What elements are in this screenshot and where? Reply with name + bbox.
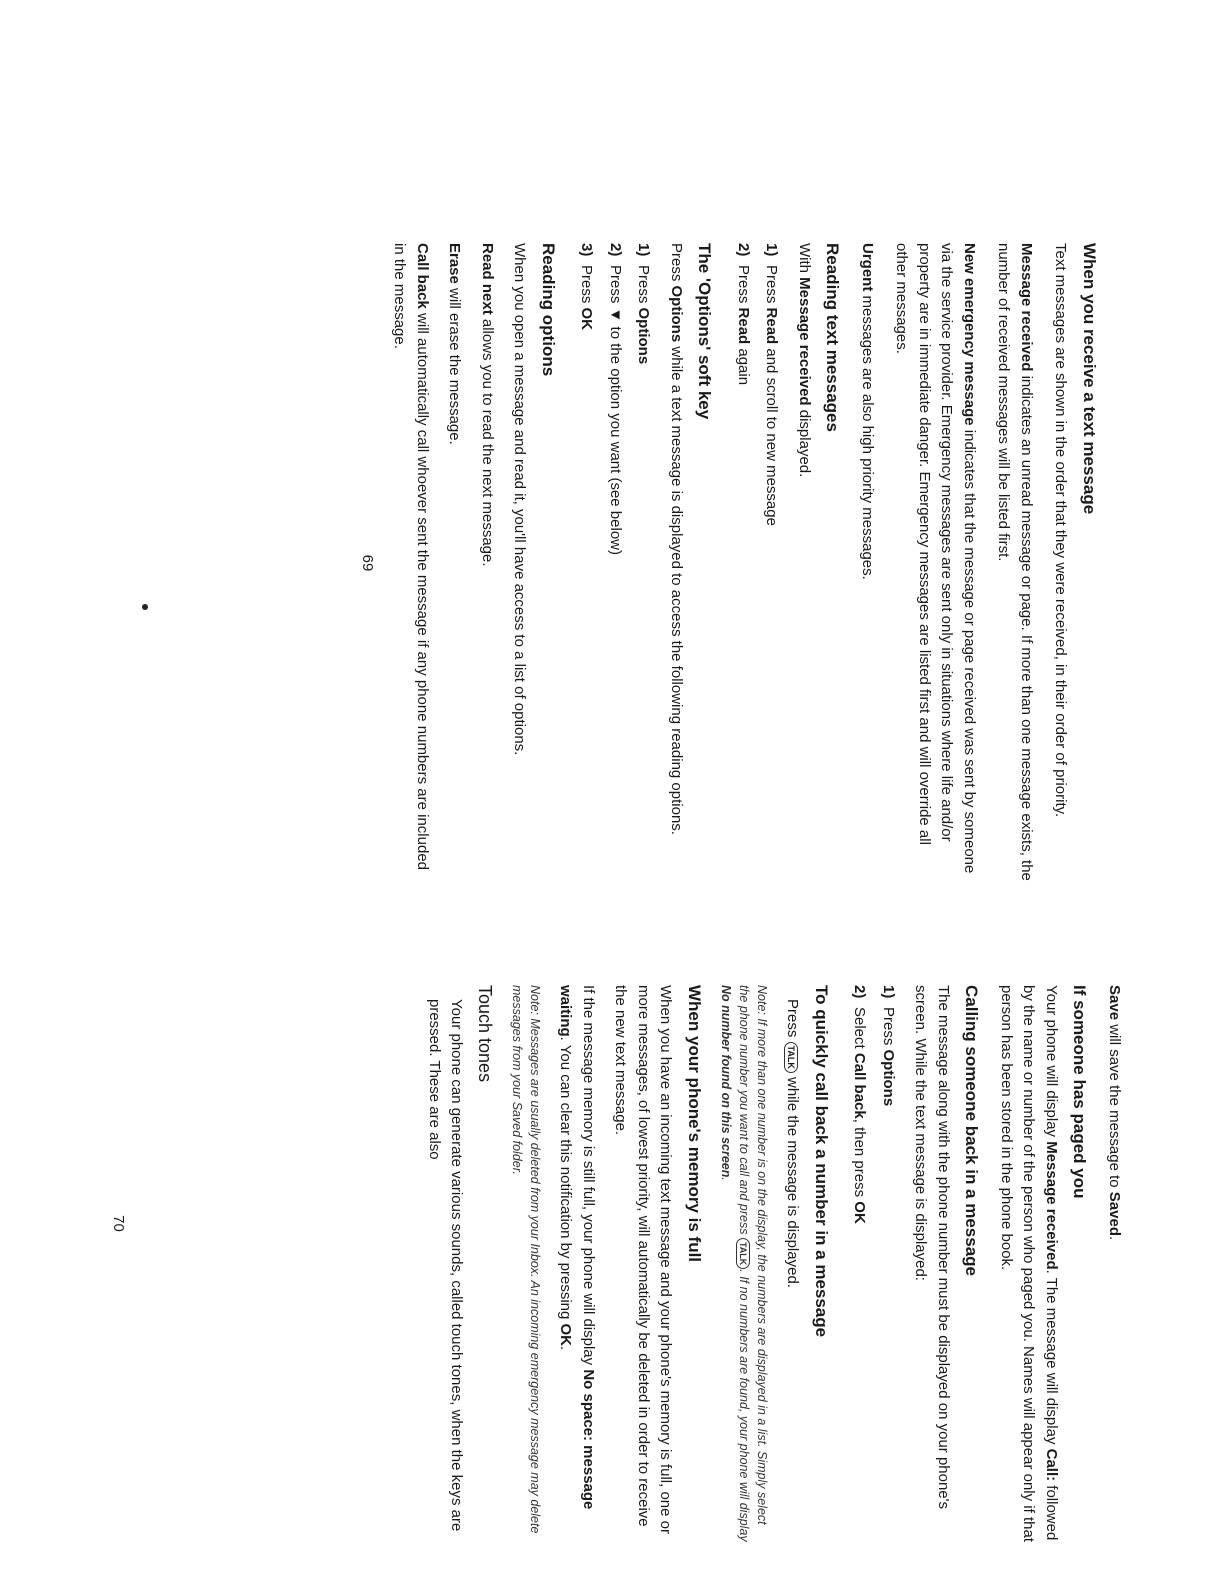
talk-key-icon: TALK bbox=[785, 1042, 799, 1073]
step-item: 1)Press Options bbox=[635, 243, 653, 365]
paragraph: Text messages are shown in the order that they were received, in their order of priority. bbox=[1052, 243, 1070, 818]
heading-reading-options: Reading options bbox=[539, 243, 558, 377]
paragraph: When you open a message and read it, you'll have access to a list of options. bbox=[511, 243, 529, 756]
heading-receive-text-message: When you receive a text message bbox=[1080, 243, 1099, 515]
paragraph: When you have an incoming text message and your phone's memory is full, one or more messages, of lowest priority, will automatically be deleted in order to receive the new text message. bbox=[612, 985, 675, 1534]
page-number: 70 bbox=[109, 1215, 127, 1232]
step-item: 1)Press Read and scroll to new message bbox=[763, 243, 781, 526]
heading-touch-tones: Touch tones bbox=[475, 985, 495, 1083]
paragraph: Erase will erase the message. bbox=[446, 243, 464, 445]
paragraph: New emergency message indicates that the message or page received was sent by someone via the service provider. Emergency messages are sent only in situations where life and/or property are in immediate danger. Emergency messages are listed first and will override all other messages. bbox=[893, 243, 978, 874]
step-item: 2)Press ▼ to the option you want (see below) bbox=[607, 243, 624, 555]
bullet-mark bbox=[142, 604, 148, 610]
heading-quick-call-back: To quickly call back a number in a message bbox=[812, 985, 831, 1338]
left-page bbox=[348, 243, 1101, 883]
paragraph: Message received indicates an unread message or page. If more than one message exists, the number of received messages will be listed first. bbox=[995, 243, 1035, 881]
heading-reading-text-messages: Reading text messages bbox=[823, 243, 843, 432]
paragraph: Call back will automatically call whoever sent the message if any phone numbers are included in the message. bbox=[391, 243, 431, 871]
heading-memory-full: When your phone's memory is full bbox=[685, 985, 704, 1263]
page-number: 69 bbox=[359, 554, 376, 572]
heading-someone-paged-you: If someone has paged you bbox=[1070, 985, 1090, 1199]
step-item: 2)Select Call back, then press OK bbox=[851, 985, 869, 1224]
paragraph: Your phone will display Message received. The message will display Call: followed by the name or number of the person who paged you. Names will appear only if that person has been stored in the phone book. bbox=[998, 985, 1060, 1542]
right-page bbox=[411, 985, 1126, 1545]
note: Note: If more than one number is on the display, the numbers are displayed in a list. Simply select the phone number you want to call and press TALK. If no numbers are found, your phone will display No number found on this screen. bbox=[719, 985, 769, 1542]
paragraph: If the message memory is still full, your phone will display No space: message waiting. You can clear this notification by pressing OK. bbox=[557, 985, 597, 1510]
paragraph: With Message received displayed. bbox=[796, 243, 813, 478]
step-item: 1)Press Options bbox=[880, 985, 897, 1107]
paragraph: Press Options while a text message is displayed to access the following reading options. bbox=[668, 243, 685, 835]
paragraph: Your phone can generate various sounds, called touch tones, when the keys are pressed. These are also bbox=[426, 999, 466, 1532]
note: Note: Messages are usually deleted from your Inbox. An incoming emergency message may delete messages from your Saved folder. bbox=[510, 985, 542, 1534]
paragraph: Read next allows you to read the next message. bbox=[479, 243, 496, 567]
step-item: 2)Press Read again bbox=[735, 243, 752, 386]
paragraph: Press TALK while the message is displayed. bbox=[784, 999, 802, 1288]
heading-calling-someone-back: Calling someone back in a message bbox=[962, 985, 982, 1277]
heading-options-soft-key: The 'Options' soft key bbox=[695, 243, 715, 420]
step-item: 3)Press OK bbox=[578, 243, 596, 331]
paragraph: The message along with the phone number must be displayed on your phone's screen. While the text message is displayed: bbox=[912, 985, 952, 1510]
paragraph: Urgent messages are also high priority messages. bbox=[859, 243, 876, 580]
talk-key-icon: TALK bbox=[736, 1238, 750, 1269]
paragraph: Save will save the message to Saved. bbox=[1106, 985, 1123, 1241]
